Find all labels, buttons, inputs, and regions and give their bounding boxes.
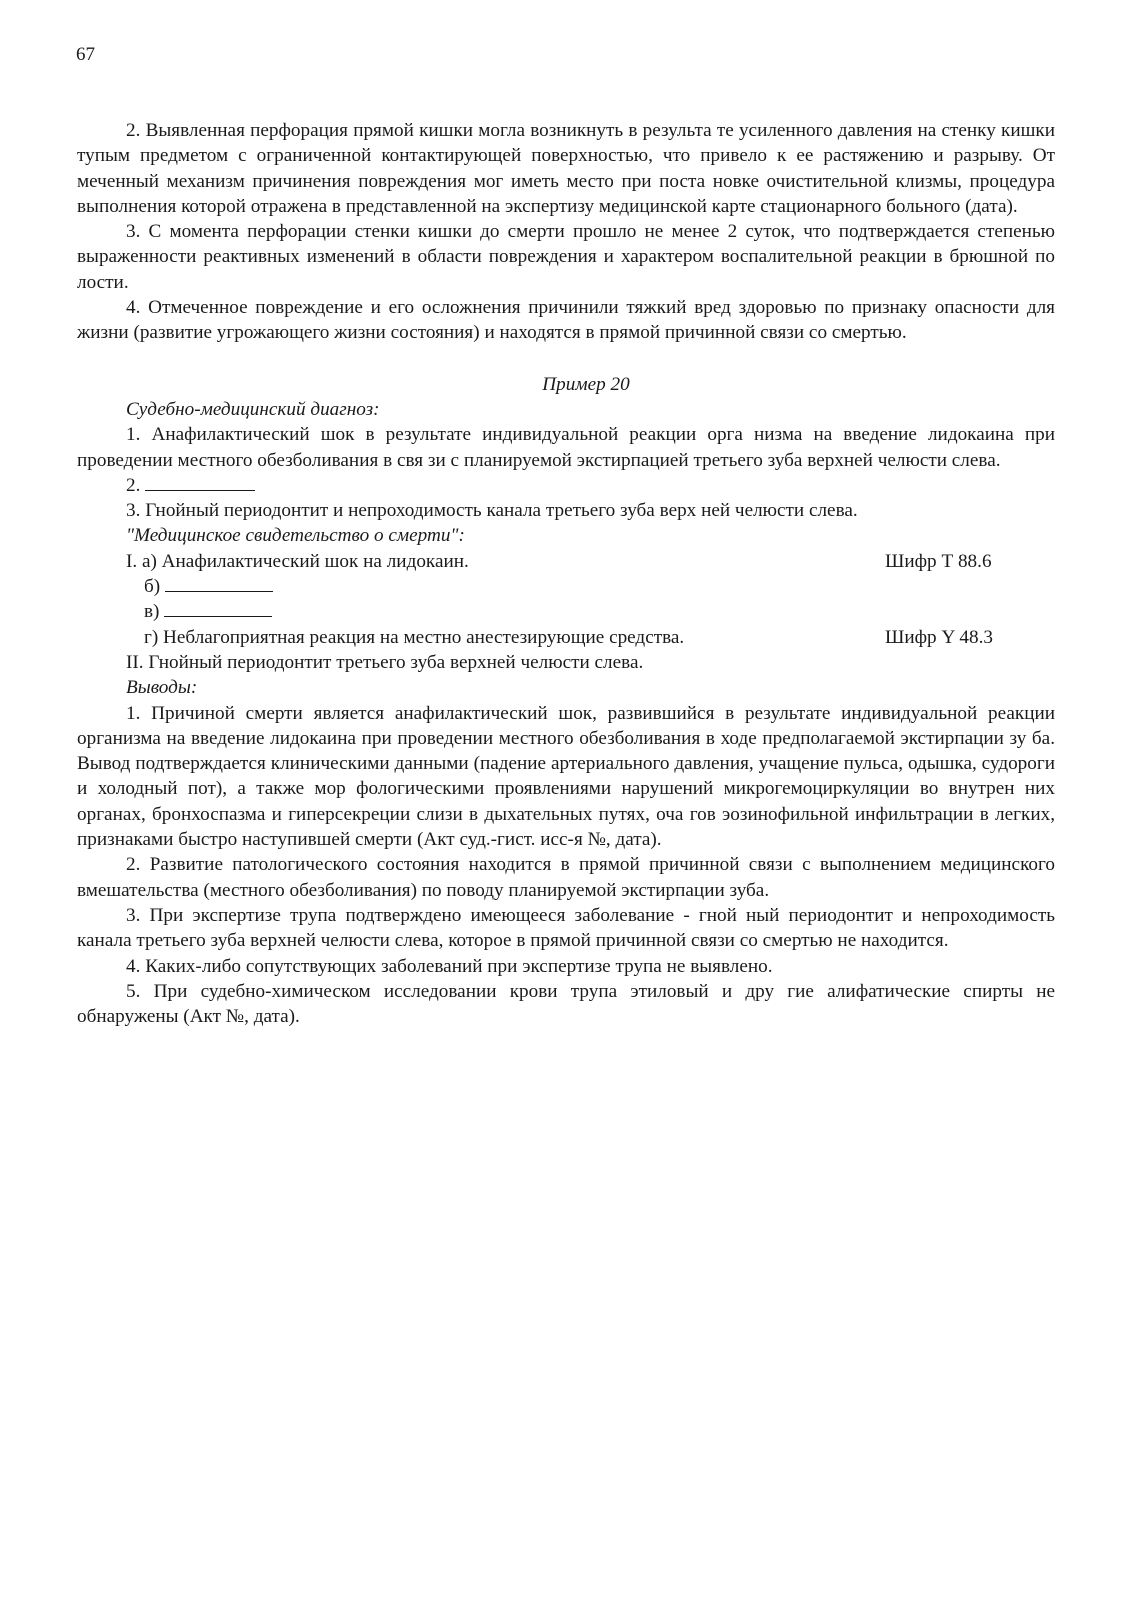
certificate-row-a-code: Шифр Т 88.6 — [885, 550, 992, 572]
certificate-row-g-text: г) Неблагоприятная реакция на местно анестезирующие средства. — [144, 626, 685, 648]
paragraph-prev-conclusion-2: 2. Выявленная перфорация прямой кишки могла возникнуть в результа те усиленного давления на стенку кишки тупым предметом с ограниченной контактирующей поверхностью, что привело к ее растяжению и разрыву. От меченный механизм причинения повреждения мог иметь место при поста новке очистительной клизмы, процедура выполнения которой отражена в представленной на экспертизу медицинской карте стационарного больного (дата). — [77, 120, 1055, 217]
diagnosis-item-1: 1. Анафилактический шок в результате индивидуальной реакции орга низма на введение лидокаина при проведении местного обезболивания в свя зи с планируемой экстирпацией третьего зуба верхней челюсти слева. — [77, 424, 1055, 471]
certificate-row-a — [77, 549, 1055, 574]
certificate-row-b-label: б) — [144, 576, 161, 598]
conclusion-5: 5. При судебно-химическом исследовании крови трупа этиловый и дру гие алифатические спирты не обнаружены (Акт №, дата). — [77, 980, 1055, 1028]
page-number: 67 — [76, 44, 95, 65]
blank-line — [165, 574, 273, 592]
certificate-heading: "Медицинское свидетельство о смерти": — [126, 525, 465, 547]
paragraph-prev-conclusion-3: 3. С момента перфорации стенки кишки до смерти прошло не менее 2 суток, что подтверждается степенью выраженности реактивных изменений в области повреждения и характером воспалительной реакции в брюшной по лости. — [77, 221, 1055, 293]
page-body — [77, 118, 1055, 1029]
conclusion-4: 4. Каких-либо сопутствующих заболеваний при экспертизе трупа не выявлено. — [126, 955, 773, 977]
certificate-row-ii: II. Гнойный периодонтит третьего зуба верхней челюсти слева. — [126, 651, 644, 673]
conclusions-heading: Выводы: — [126, 677, 198, 699]
blank-line — [164, 599, 272, 617]
blank-line — [145, 473, 255, 491]
paragraph-prev-conclusion-4: 4. Отмеченное повреждение и его осложнения причинили тяжкий вред здоровью по признаку опасности для жизни (развитие угрожающего жизни состояния) и находятся в прямой причинной связи со смертью. — [77, 297, 1055, 344]
certificate-row-g — [77, 625, 1055, 650]
certificate-row-b — [77, 574, 1055, 599]
certificate-row-g-code: Шифр Y 48.3 — [885, 626, 993, 648]
certificate-row-v — [77, 599, 1055, 624]
diagnosis-item-2-number: 2. — [126, 474, 141, 496]
diagnosis-heading: Судебно-медицинский диагноз: — [126, 398, 380, 420]
example-title: Пример 20 — [542, 373, 630, 395]
certificate-row-v-label: в) — [144, 601, 160, 623]
diagnosis-item-2 — [77, 473, 1055, 498]
conclusion-1: 1. Причиной смерти является анафилактический шок, развившийся в результате индивидуальной реакции организма на введение лидокаина при проведении местного обезболивания в ходе предполагаемой экстирпации зу ба. Вывод подтверждается клиническими данными (падение артериального давления, учащение пульса, одышка, судороги и холодный пот), а также мор фологическими проявлениями нарушений микрогемоциркуляции во внутрен них органах, бронхоспазма и гиперсекреции слизи в дыхательных путях, оча гов эозинофильной инфильтрации в легких, признаками быстро наступившей смерти (Акт суд.-гист. исс-я №, дата). — [77, 702, 1055, 851]
diagnosis-item-3: 3. Гнойный периодонтит и непроходимость канала третьего зуба верх ней челюсти слева. — [126, 500, 858, 522]
conclusion-3: 3. При экспертизе трупа подтверждено имеющееся заболевание - гной ный периодонтит и непроходимость канала третьего зуба верхней челюсти слева, которое в прямой причинной связи со смертью не находится. — [77, 904, 1055, 952]
conclusion-2: 2. Развитие патологического состояния находится в прямой причинной связи с выполнением медицинского вмешательства (местного обезболивания) по поводу планируемой экстирпации зуба. — [77, 854, 1055, 901]
certificate-row-a-text: I. а) Анафилактический шок на лидокаин. — [126, 550, 469, 572]
